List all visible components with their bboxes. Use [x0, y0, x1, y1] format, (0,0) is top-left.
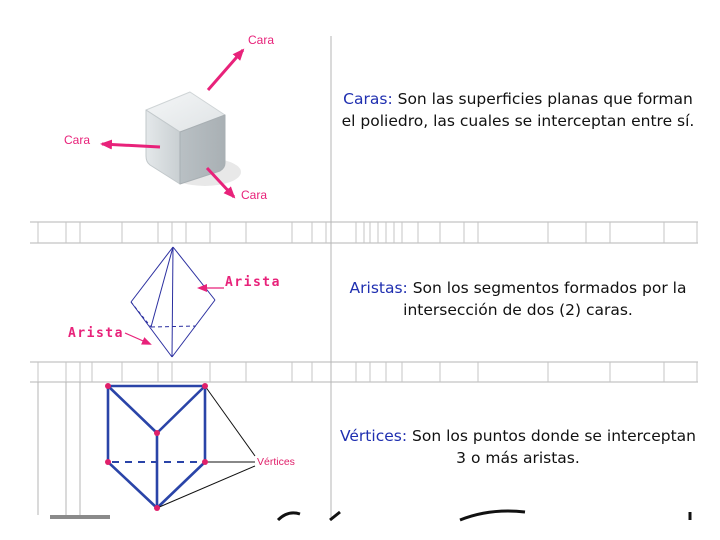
- vertex-dot: [202, 459, 208, 465]
- vertices-text: Son los puntos donde se interceptan 3 o más aristas.: [412, 427, 696, 467]
- caras-description: [336, 88, 700, 132]
- pyramid-base-edge: [131, 302, 172, 357]
- caras-term: Caras:: [343, 90, 393, 108]
- pyramid-edge: [131, 247, 173, 302]
- caras-text: Son las superficies planas que forman el poliedro, las cuales se interceptan entre sí.: [341, 90, 695, 130]
- arista-arrows: [125, 288, 224, 344]
- prism-edge: [157, 462, 205, 508]
- label-cara-bottom: Cara: [241, 188, 268, 202]
- aristas-term: Aristas:: [349, 279, 408, 297]
- label-cara-left: Cara: [64, 133, 91, 147]
- prism-edge: [108, 386, 157, 433]
- cube-figure: [146, 92, 241, 186]
- pyramid-figure: [131, 247, 215, 357]
- arrow-arista-left: [125, 333, 150, 344]
- label-arista-right: Arista: [225, 275, 281, 290]
- vertices-term: Vértices:: [340, 427, 408, 445]
- aristas-text: Son los segmentos formados por la intersección de dos (2) caras.: [403, 279, 687, 319]
- pyramid-base-edge: [172, 300, 215, 357]
- label-cara-top: Cara: [248, 33, 275, 47]
- bottom-gray-bar: [50, 515, 110, 519]
- label-arista-left: Arista: [68, 326, 124, 341]
- pyramid-hidden-edge: [151, 326, 196, 327]
- pyramid-edge: [151, 247, 173, 327]
- prism-edge: [108, 462, 157, 508]
- label-vertices: Vértices: [257, 456, 295, 468]
- pyramid-edge: [172, 247, 173, 357]
- aristas-description: [336, 277, 700, 321]
- vertex-dot: [154, 430, 160, 436]
- vertex-dot: [105, 459, 111, 465]
- vertex-dot: [202, 383, 208, 389]
- bottom-fragments: [278, 511, 690, 520]
- pyramid-edge: [173, 247, 215, 300]
- vertex-dot: [105, 383, 111, 389]
- arrow-cara-top: [208, 50, 243, 90]
- vertices-description: [336, 425, 700, 469]
- prism-figure: [108, 386, 205, 508]
- prism-edge: [157, 386, 205, 433]
- vertex-dot: [154, 505, 160, 511]
